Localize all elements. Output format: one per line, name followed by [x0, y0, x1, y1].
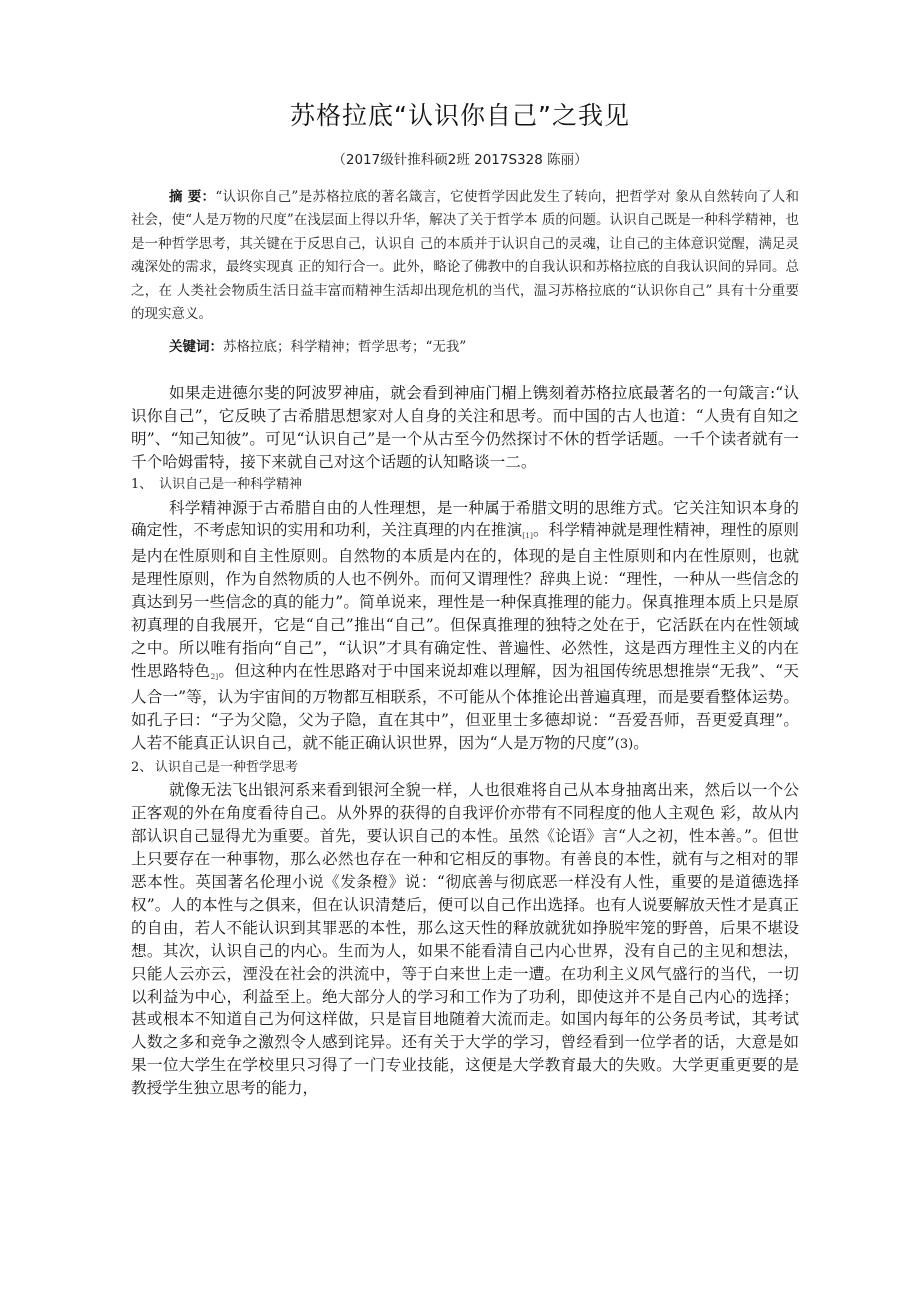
abstract-label: 摘 要：	[169, 189, 216, 205]
section-number-1: 1、	[131, 476, 153, 492]
page-title: 苏格拉底“认识你自己”之我见	[290, 101, 630, 130]
section-heading-1	[131, 474, 799, 497]
section-1-text-d: 。	[633, 733, 649, 752]
section-1-text-c: 。但这种内在性思路对于中国来说却难以理解，因为祖国传统思想推崇“无我”、“天人合一”等，认为宇宙间的万物都互相联系，不可能从个体推论出普遍真理，而是要看整体运势。如孔子曰：“子为父隐，父为子隐，直在其中”，但亚里士多德却说：“吾爱吾师，吾更爱真理”。人若不能真正认识自己，就不能正确认识世界，因为“人是万物的尺度”	[131, 661, 799, 752]
section-1-text-a: 科学精神源于古希腊自由的人性理想，是一种属于希腊文明的思维方式。它关注知识本身的确定性，不考虑知识的实用和功利，关注真理的内在推演	[131, 498, 799, 540]
abstract-text: “认识你自己”是苏格拉底的著名箴言，它使哲学因此发生了转向，把哲学对 象从自然转向了人和社会，使“人是万物的尺度”在浅层面上得以升华，解决了关于哲学本 质的问题。认识自己既是一种科学精神，也是一种哲学思考，其关键在于反思自己，认识自 己的本质并于认识自己的灵魂，让自己的主体意识觉醒，满足灵魂深处的需求，最终实现真 正的知行合一。此外，略论了佛教中的自我认识和苏格拉底的自我认识间的异同。总之，在 人类社会物质生活日益丰富而精神生活却出现危机的当代，温习苏格拉底的“认识你自己” 具有十分重要的现实意义。	[131, 189, 800, 323]
body-content	[131, 382, 799, 1100]
keywords-text: 苏格拉底；科学精神；哲学思考；“无我”	[223, 339, 467, 355]
citation-2: 2]	[210, 671, 219, 681]
section-title-1: 认识自己是一种科学精神	[159, 476, 303, 492]
section-1-text-b: 。科学精神就是理性精神，理性的原则是内在性原则和自主性原则。自然物的本质是内在的，体现的是自主性原则和内在性原则，也就是理性原则，作为自然物质的人也不例外。而何又谓理性？辞典上说：“理性，一种从一些信念的真达到另一些信念的真的能力”。简单说来，理性是一种保真推理的能力。保真推理本质上只是原初真理的自我展开，它是“自己”推出“自己”。但保真推理的独特之处在于，它活跃在内在性领域之中。所以唯有指向“自己”，“认识”才具有确定性、普遍性、必然性，这是西方理性主义的内在性思路特色	[131, 521, 799, 680]
section-number-2: 2、	[131, 759, 153, 775]
author-line: （2017级针推科硕2班 2017S328 陈丽）	[332, 152, 588, 168]
section-title-2: 认识自己是一种哲学思考	[155, 759, 299, 775]
section-1-paragraph	[131, 497, 799, 757]
keywords-line	[169, 336, 799, 359]
section-heading-2	[131, 757, 799, 780]
citation-1: [1]	[522, 531, 533, 541]
abstract-block	[131, 186, 799, 326]
keywords-label: 关键词：	[169, 339, 223, 355]
section-2-paragraph: 就像无法飞出银河系来看到银河全貌一样，人也很难将自己从本身抽离出来，然后以一个公正客观的外在角度看待自己。从外界的获得的自我评价亦带有不同程度的他人主观色 彩，故从内部认识自己显得尤为重要。首先，要认识自己的本性。虽然《论语》言“人之初，性本善。”。但世上只要存在一种事物，那么必然也存在一种和它相反的事物。有善良的本性，就有与之相对的罪恶本性。英国著名伦理小说《发条橙》说：“彻底善与彻底恶一样没有人性，重要的是道德选择权”。人的本性与之俱来，但在认识清楚后，便可以自己作出选择。也有人说要解放天性才是真正的自由，若人不能认识到其罪恶的本性，那么这天性的释放就犹如挣脱牢笼的野兽，后果不堪设想。其次，认识自己的内心。生而为人，如果不能看清自己内心世界，没有自己的主见和想法，只能人云亦云，湮没在社会的洪流中，等于白来世上走一遭。在功利主义风气盛行的当代，一切以利益为中心，利益至上。绝大部分人的学习和工作为了功利，即使这并不是自己内心的选择；甚或根本不知道自己为何这样做，只是盲目地随着大流而走。如国内每年的公务员考试，其考试人数之多和竞争之激烈令人感到诧异。还有关于大学的学习，曾经看到一位学者的话，大意是如果一位大学生在学校里只习得了一门专业技能，这便是大学教育最大的失败。大学更重更要的是教授学生独立思考的能力，	[131, 781, 799, 1098]
intro-paragraph: 如果走进德尔斐的阿波罗神庙，就会看到神庙门楣上镌刻着苏格拉底最著名的一句箴言:“认识你自己”，它反映了古希腊思想家对人自身的关注和思考。而中国的古人也道：“人贵有自知之明”、“知己知彼”。可见“认识自己”是一个从古至今仍然探讨不休的哲学话题。一千个读者就有一千个哈姆雷特，接下来就自己对这个话题的认知略谈一二。	[131, 384, 799, 471]
citation-3: (3)	[614, 736, 634, 752]
